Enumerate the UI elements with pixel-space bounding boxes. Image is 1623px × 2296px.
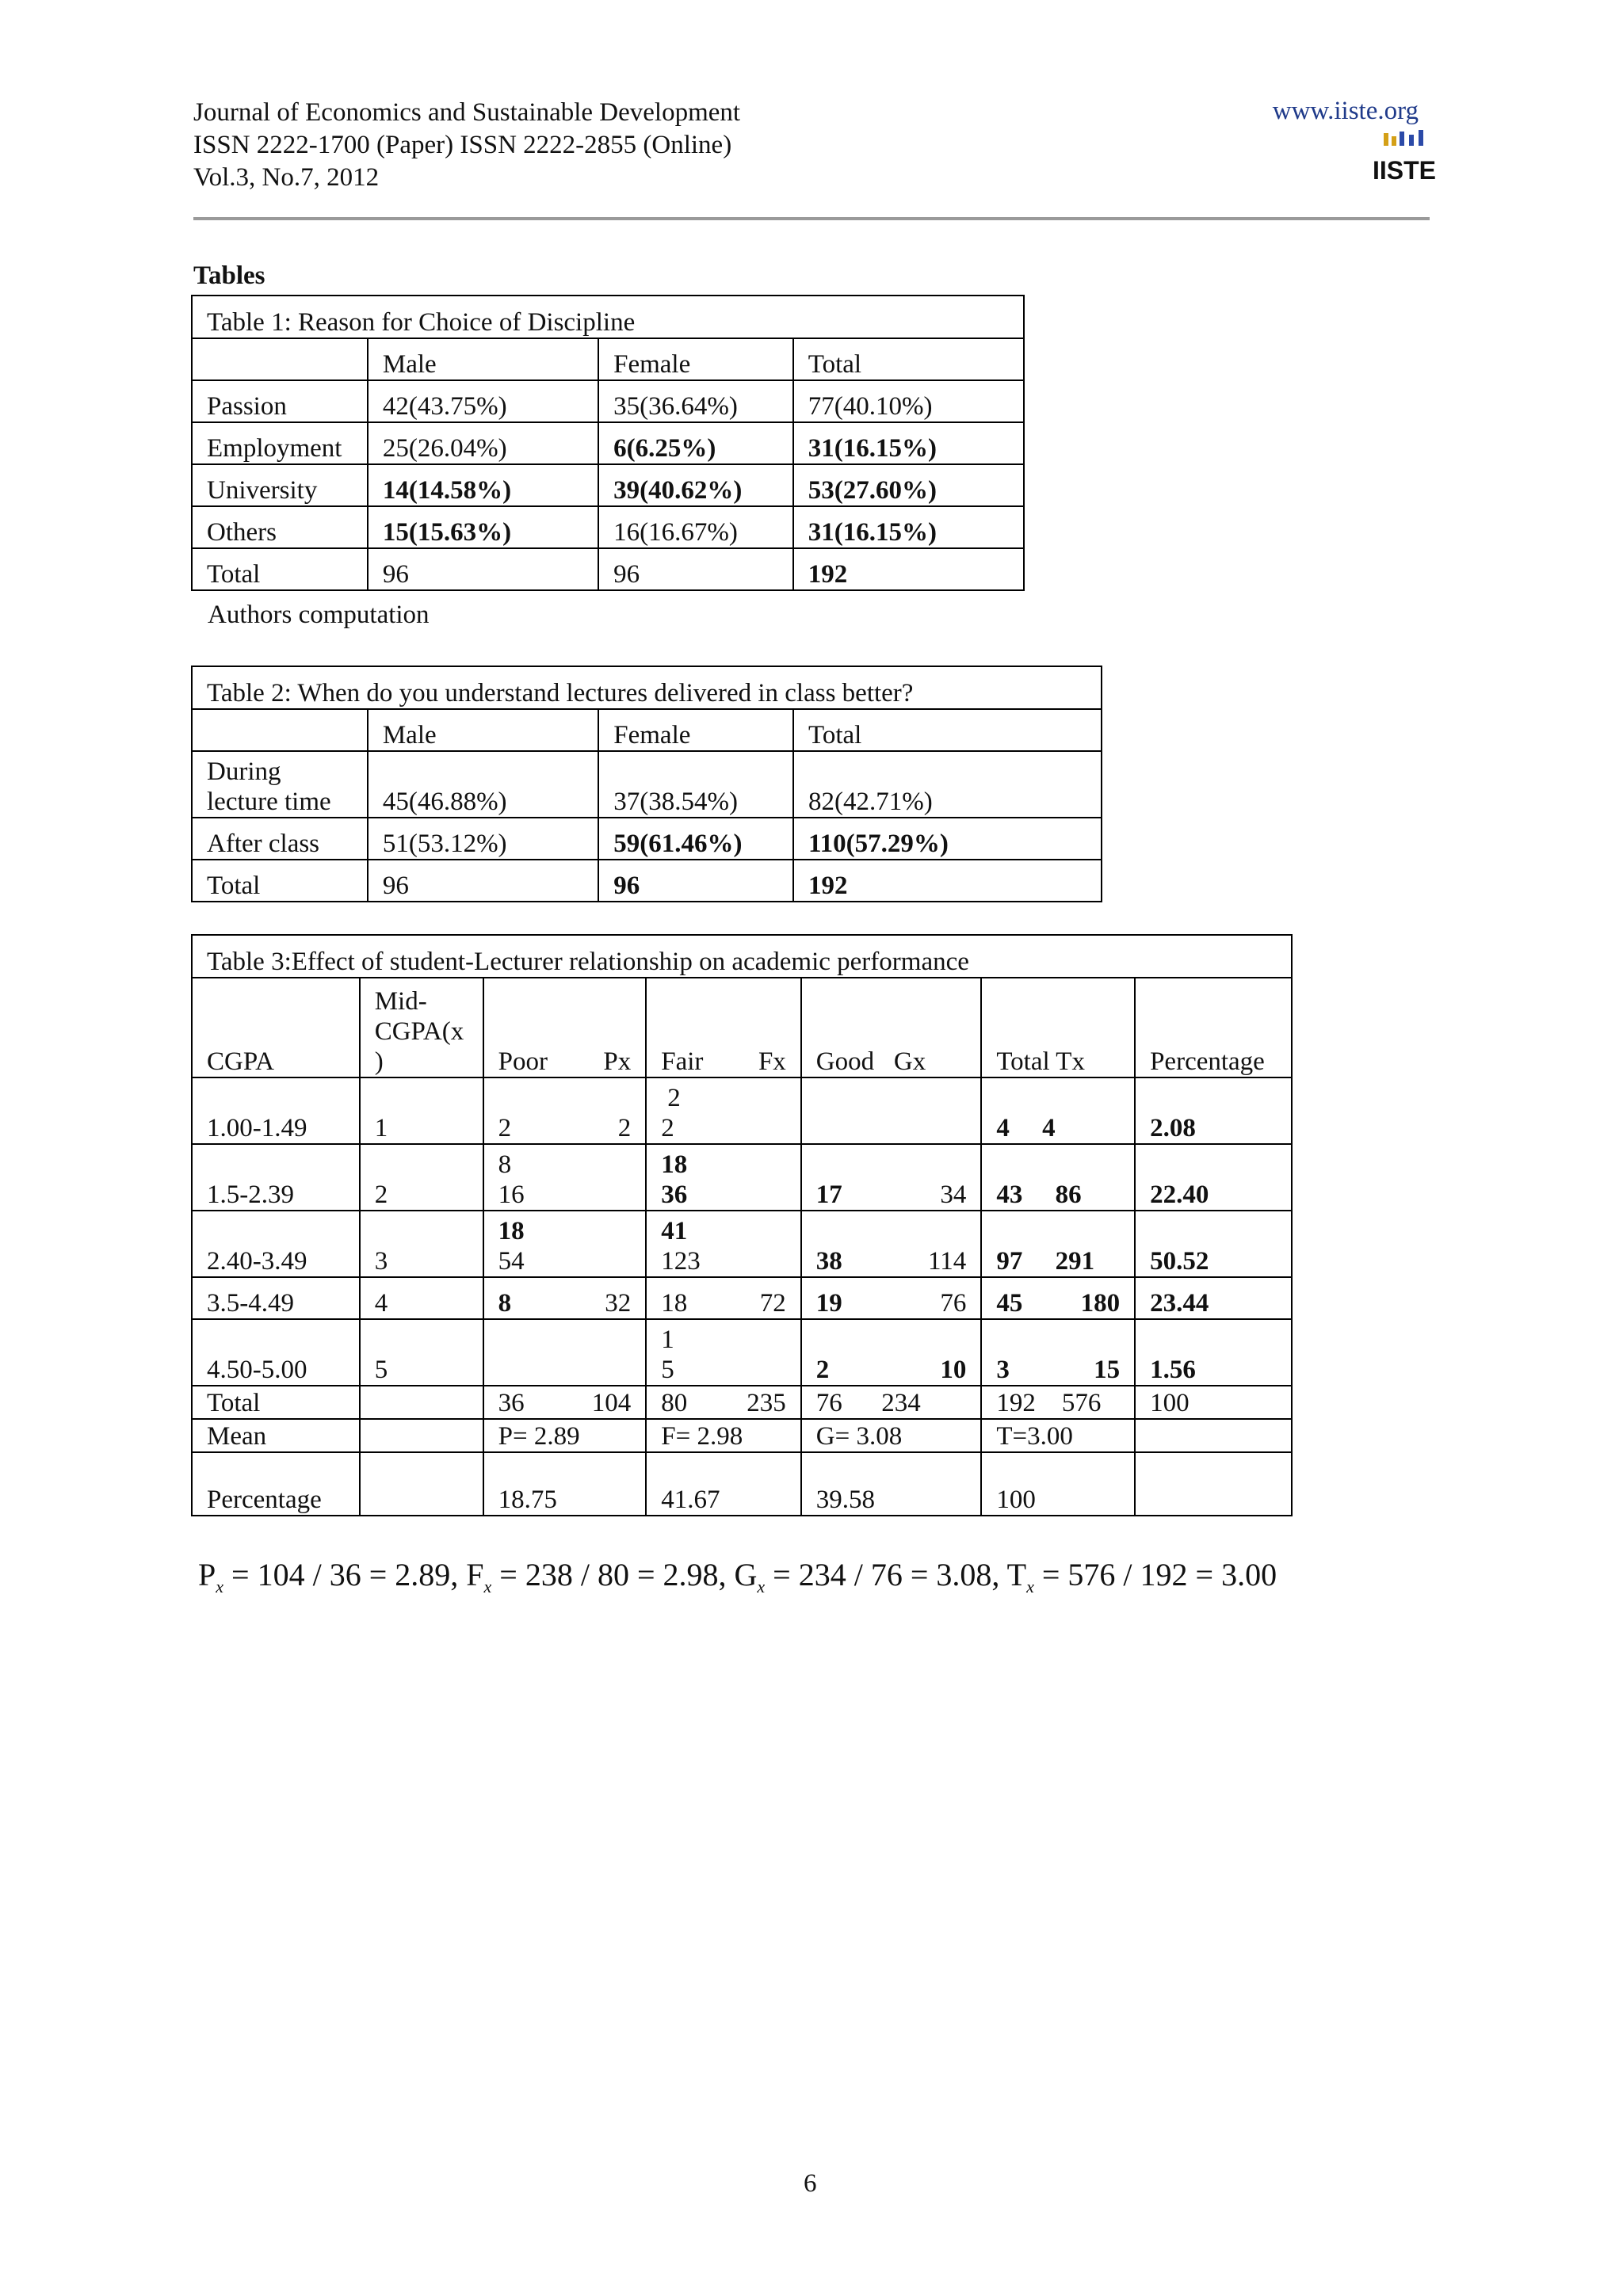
table-cell: 192 [793, 860, 1102, 902]
table-cell: 45 180 [981, 1277, 1135, 1319]
table-cell [483, 1319, 647, 1386]
table-cell: 3 15 [981, 1319, 1135, 1386]
table-cell: F= 2.98 [646, 1419, 801, 1452]
table-cell: P= 2.89 [483, 1419, 647, 1452]
table-cell: 23.44 [1135, 1277, 1292, 1319]
mean-formula: $P_x = 104 / 36 = 2.89$, $F_x = 238 / 80 = 2.98$, $G_x = 234 / 76 = 3.08$, $T_x = 576 / 192 = 3.00$ [198, 1557, 1277, 1596]
table-caption: Table 3:Effect of student-Lecturer relationship on academic performance [192, 935, 1292, 978]
table-cell [1135, 1452, 1292, 1516]
table-cell: 8 32 [483, 1277, 647, 1319]
table-cell: Total [192, 548, 368, 590]
table-cell [360, 1386, 483, 1419]
table-cell: 80 235 [646, 1386, 801, 1419]
table-cell: 1.5-2.39 [192, 1144, 360, 1211]
table-cell [192, 338, 368, 380]
table-cell: 96 [598, 860, 793, 902]
table-row [192, 506, 1024, 548]
table-cell: During lecture time [192, 751, 368, 818]
table-cell: 110(57.29%) [793, 818, 1102, 860]
table-cell: 2.08 [1135, 1077, 1292, 1144]
table-row [192, 818, 1102, 860]
table-header: Total [793, 338, 1024, 380]
table-cell: 50.52 [1135, 1211, 1292, 1277]
table-cell: 97 291 [981, 1211, 1135, 1277]
table-row [192, 1211, 1292, 1277]
table-cell: 3.5-4.49 [192, 1277, 360, 1319]
table-cell: 31(16.15%) [793, 422, 1024, 464]
table-cell: 17 34 [801, 1144, 982, 1211]
table-cell: 35(36.64%) [598, 380, 793, 422]
table-row [192, 380, 1024, 422]
table-header: Female [598, 338, 793, 380]
table-header: Poor Px [483, 978, 647, 1077]
svg-text:IISTE: IISTE [1372, 156, 1437, 185]
table-caption: Table 2: When do you understand lectures delivered in class better? [192, 666, 1102, 709]
table-cell: 19 76 [801, 1277, 982, 1319]
table-header: CGPA [192, 978, 360, 1077]
table-1 [191, 295, 1025, 591]
table-cell: 16(16.67%) [598, 506, 793, 548]
table-header: Total Tx [981, 978, 1135, 1077]
table-row [192, 751, 1102, 818]
table-header: Male [368, 338, 598, 380]
table-cell: 39(40.62%) [598, 464, 793, 506]
table-cell: University [192, 464, 368, 506]
table-cell: 53(27.60%) [793, 464, 1024, 506]
table-cell [360, 1452, 483, 1516]
table-header: Total [793, 709, 1102, 751]
table-cell: 8 16 [483, 1144, 647, 1211]
table-cell: 41.67 [646, 1452, 801, 1516]
table-cell: 45(46.88%) [368, 751, 598, 818]
table-cell: 18 36 [646, 1144, 801, 1211]
table-row [192, 1277, 1292, 1319]
table-cell: 4.50-5.00 [192, 1319, 360, 1386]
table-cell: 3 [360, 1211, 483, 1277]
table-cell: 14(14.58%) [368, 464, 598, 506]
volume-info: Vol.3, No.7, 2012 [193, 163, 380, 192]
table-cell: 77(40.10%) [793, 380, 1024, 422]
table-cell [360, 1419, 483, 1452]
table-cell: 96 [368, 548, 598, 590]
table-cell: 96 [368, 860, 598, 902]
table-cell: 36 104 [483, 1386, 647, 1419]
table-cell: 2 [360, 1144, 483, 1211]
table-cell: 2 2 [483, 1077, 647, 1144]
table-header: Percentage [1135, 978, 1292, 1077]
table-cell [801, 1077, 982, 1144]
table-cell: T=3.00 [981, 1419, 1135, 1452]
table-cell: Total [192, 1386, 360, 1419]
table-cell: 2.40-3.49 [192, 1211, 360, 1277]
table-cell: 1 [360, 1077, 483, 1144]
table-header: Mid- CGPA(x ) [360, 978, 483, 1077]
table-cell: 18.75 [483, 1452, 647, 1516]
table-cell: Mean [192, 1419, 360, 1452]
table-header: Good Gx [801, 978, 982, 1077]
table-row [192, 548, 1024, 590]
section-title: Tables [193, 261, 265, 290]
table-cell: 59(61.46%) [598, 818, 793, 860]
table-row [192, 1452, 1292, 1516]
table-row [192, 1419, 1292, 1452]
table-cell: 18 54 [483, 1211, 647, 1277]
table-cell: 96 [598, 548, 793, 590]
table-caption: Table 1: Reason for Choice of Discipline [192, 296, 1024, 338]
table-cell: 25(26.04%) [368, 422, 598, 464]
table-cell: 100 [981, 1452, 1135, 1516]
table-cell: 38 114 [801, 1211, 982, 1277]
iiste-logo [1372, 130, 1437, 187]
table-cell: After class [192, 818, 368, 860]
table-2 [191, 666, 1102, 902]
table-row [192, 422, 1024, 464]
table-cell: Total [192, 860, 368, 902]
table-row [192, 1077, 1292, 1144]
table-cell: 4 [360, 1277, 483, 1319]
table-header: Male [368, 709, 598, 751]
journal-title: Journal of Economics and Sustainable Development [193, 98, 741, 127]
table-cell: 1.56 [1135, 1319, 1292, 1386]
table-cell: 6(6.25%) [598, 422, 793, 464]
table-cell: Employment [192, 422, 368, 464]
table-cell: 1.00-1.49 [192, 1077, 360, 1144]
table-cell: G= 3.08 [801, 1419, 982, 1452]
table-cell: 18 72 [646, 1277, 801, 1319]
table-cell: 42(43.75%) [368, 380, 598, 422]
table-cell: 2 10 [801, 1319, 982, 1386]
table-cell: 51(53.12%) [368, 818, 598, 860]
table-row [192, 464, 1024, 506]
table-cell: Percentage [192, 1452, 360, 1516]
table-cell: 37(38.54%) [598, 751, 793, 818]
table-cell: 31(16.15%) [793, 506, 1024, 548]
journal-url[interactable]: www.iiste.org [1272, 97, 1419, 125]
table-header: Fair Fx [646, 978, 801, 1077]
table-cell: 15(15.63%) [368, 506, 598, 548]
table-cell: 1 5 [646, 1319, 801, 1386]
table-cell: Others [192, 506, 368, 548]
table-cell: 192 [793, 548, 1024, 590]
table-cell: 41 123 [646, 1211, 801, 1277]
table-row [192, 1319, 1292, 1386]
table-cell: 100 [1135, 1386, 1292, 1419]
header-rule [193, 217, 1430, 220]
table-cell: 2 2 [646, 1077, 801, 1144]
issn: ISSN 2222-1700 (Paper) ISSN 2222-2855 (Online) [193, 131, 732, 159]
table-cell: 192 576 [981, 1386, 1135, 1419]
table-3 [191, 934, 1293, 1516]
table-cell: Passion [192, 380, 368, 422]
table-cell: 5 [360, 1319, 483, 1386]
table-cell [192, 709, 368, 751]
table-row [192, 1144, 1292, 1211]
table-cell [1135, 1419, 1292, 1452]
table-header: Female [598, 709, 793, 751]
table-cell: 82(42.71%) [793, 751, 1102, 818]
table-cell: 76 234 [801, 1386, 982, 1419]
table-row [192, 860, 1102, 902]
table-cell: 4 4 [981, 1077, 1135, 1144]
table-cell: 39.58 [801, 1452, 982, 1516]
table-row [192, 1386, 1292, 1419]
table-cell: 43 86 [981, 1144, 1135, 1211]
page-number: 6 [804, 2169, 817, 2198]
table-note: Authors computation [208, 601, 430, 629]
table-cell: 22.40 [1135, 1144, 1292, 1211]
